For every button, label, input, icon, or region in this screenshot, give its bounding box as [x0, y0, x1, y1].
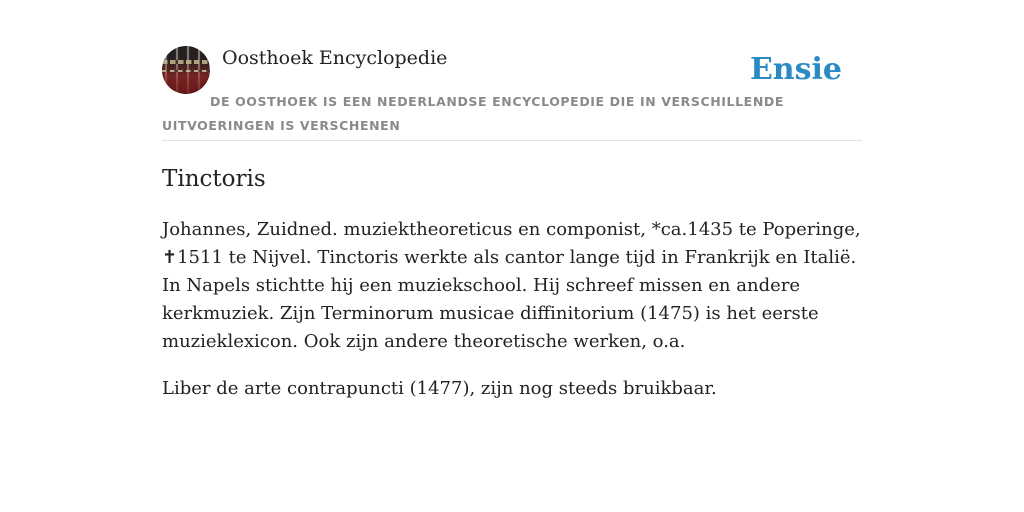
site-header — [162, 46, 862, 141]
brand-logo-link[interactable]: Ensie — [749, 52, 842, 87]
avatar-band-top — [162, 60, 210, 64]
encyclopedia-books-avatar-icon[interactable] — [162, 46, 210, 94]
article-body — [162, 216, 862, 422]
page-container — [162, 46, 862, 399]
article-title: Tinctoris — [162, 166, 266, 192]
site-title[interactable]: Oosthoek Encyclopedie — [222, 47, 448, 69]
site-tagline: DE OOSTHOEK IS EEN NEDERLANDSE ENCYCLOPEDIE DIE IN VERSCHILLENDE UITVOERINGEN IS VERSCHENEN — [162, 94, 784, 133]
article-paragraph: Johannes, Zuidned. muziektheoreticus en componist, *ca.1435 te Poperinge, ✝1511 te Nijvel. Tinctoris werkte als cantor lange tijd in Frankrijk en Italië. In Napels stichtte hij een muziekschool. Hij schreef missen en andere kerkmuziek. Zijn Terminorum musicae diffinitorium (1475) is het eerste muzieklexicon. Ook zijn andere theoretische werken, o.a. — [162, 219, 861, 352]
avatar-band-bottom — [162, 70, 210, 72]
article-paragraph: Liber de arte contrapuncti (1477), zijn nog steeds bruikbaar. — [162, 378, 717, 399]
